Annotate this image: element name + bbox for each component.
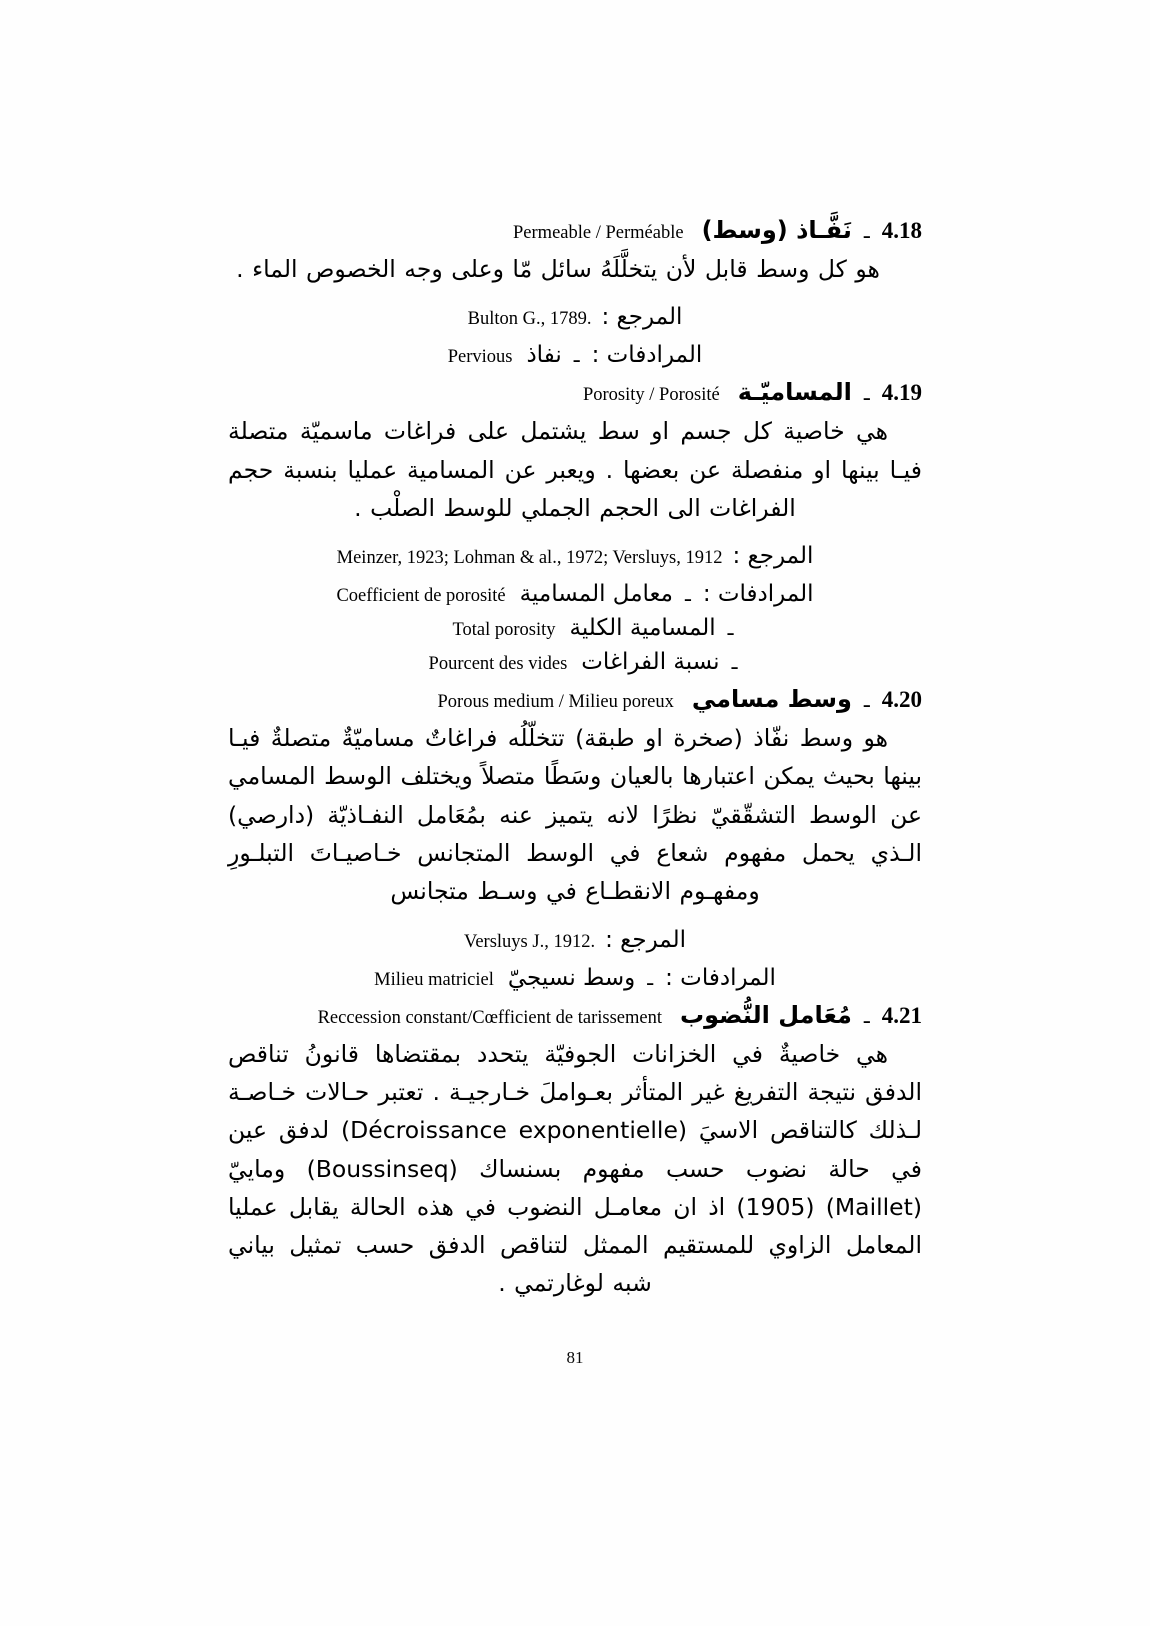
synonym-dash: ـ [684, 582, 691, 607]
synonym-arabic: نفاذ [526, 342, 562, 369]
entry-definition: هي خاصية كل جسم او سط يشتمل على فراغات ماسميّة متصلة فيـا بينها او منفصلة عن بعضها . ويعبر عن المسامية عمليا بنسبة حجم الفراغات الى الحجم الجملي للوسط الصلْب . [228, 417, 922, 522]
entry-heading [228, 378, 922, 406]
entry-term-foreign: Porosity / Porosité [582, 385, 720, 406]
glossary-entry-4-19 [228, 378, 922, 675]
synonym-dash: ـ [731, 650, 738, 675]
page-content [228, 216, 922, 1305]
synonym-arabic: معامل المسامية [519, 581, 673, 608]
entry-synonyms [228, 342, 922, 368]
synonym-foreign: Pourcent des vides [428, 654, 568, 675]
entry-dash: ـ [863, 1003, 870, 1028]
reference-value: Versluys J., 1912. [464, 931, 596, 952]
synonym-arabic: وسط نسيجيّ [507, 964, 636, 991]
glossary-entry-4-21 [228, 1001, 922, 1303]
synonym-foreign: Total porosity [452, 620, 556, 641]
entry-number: 4.18 [881, 218, 922, 243]
glossary-entry-4-18 [228, 216, 922, 368]
entry-term-arabic: وسط مسامي [691, 685, 852, 714]
entry-term-foreign: Porous medium / Milieu poreux [437, 692, 674, 713]
entry-number: 4.21 [881, 1002, 922, 1028]
entry-reference [228, 304, 922, 330]
synonym-foreign: Coefficient de porosité [336, 586, 506, 607]
entry-term-arabic: المساميّـة [737, 378, 852, 407]
entry-definition: هي خاصيةٌ في الخزانات الجوفيّة يتحدد بمقتضاها قانونُ تناقص الدفق نتيجة التفريغ غير المتأثر بعـواملَ خـارجيـة . تعتبر حـالات خـاصـة لـذلك كالتناقص الاسيَ (Décroissance exponentielle) لدفق عين في حالة نضوب حسب مفهوم بسنساك (Boussinseq) وماييّ (Maillet) (1905) اذ ان معامـل النضوب في هذه الحالة يقابل عمليا المعامل الزاوي للمستقيم الممثل لتناقص الدفق حسب تمثيل بياني شبه لوغارتمي . [228, 1039, 922, 1298]
synonym-dash: ـ [727, 616, 734, 641]
entry-synonyms [228, 965, 922, 991]
entry-dash: ـ [863, 219, 870, 243]
synonym-line [228, 649, 922, 675]
page-number: 81 [566, 1348, 584, 1367]
entry-definition: هو وسط نفّاذ (صخرة او طبقة) تتخلّلُه فراغاتٌ مساميّةٌ متصلةٌ فيـا بينها بحيث يمكن اعتبارها بالعيان وسَطًا متصلاً ويختلف الوسط المسامي عن الوسط التشقّقيّ نظرًا لانه يتميز عنه بمُعَامل النفـاذيّة (دارصي) الـذي يحمل مفهوم شعاع في الوسط المتجانس خـاصيـاتَ التبلـورِ ومفهـوم الانقطـاع في وسـط متجانس [228, 724, 922, 906]
entry-dash: ـ [863, 688, 870, 713]
entry-dash: ـ [863, 381, 870, 406]
reference-label: المرجع : [732, 543, 814, 570]
entry-number: 4.19 [881, 380, 922, 406]
synonym-line [228, 342, 922, 368]
entry-synonyms [228, 581, 922, 675]
synonym-line [228, 615, 922, 641]
entry-term-arabic: نَفَّـاذ (وسط) [701, 216, 852, 244]
entry-term-arabic: مُعَامل النُّضوب [679, 1000, 852, 1029]
entry-reference [228, 927, 922, 953]
entry-heading [228, 216, 922, 244]
reference-label: المرجع : [601, 304, 683, 331]
entry-number: 4.20 [881, 687, 922, 713]
synonym-line [228, 581, 922, 607]
synonym-arabic: المسامية الكلية [569, 615, 716, 642]
entry-term-foreign: Reccession constant/Cœfficient de tarissement [317, 1007, 662, 1028]
synonym-foreign: Milieu matriciel [374, 969, 494, 990]
glossary-entry-4-20 [228, 685, 922, 990]
synonym-line [228, 965, 922, 991]
entry-heading [228, 685, 922, 713]
entry-term-foreign: Permeable / Perméable [513, 223, 684, 243]
synonym-foreign: Pervious [447, 347, 513, 368]
reference-value: Bulton G., 1789. [467, 309, 592, 330]
synonyms-label: المرادفات : [591, 342, 703, 369]
synonyms-label: المرادفات : [702, 581, 814, 608]
synonym-dash: ـ [573, 343, 580, 368]
entry-definition: هو كل وسط قابل لأن يتخلَّلَهُ سائل مّا وعلى وجه الخصوص الماء . [236, 255, 880, 283]
entry-heading [228, 1001, 922, 1029]
synonym-dash: ـ [647, 965, 654, 990]
synonym-arabic: نسبة الفراغات [581, 649, 720, 676]
reference-label: المرجع : [605, 926, 686, 953]
reference-value: Meinzer, 1923; Lohman & al., 1972; Versluys, 1912 [336, 548, 723, 569]
synonyms-label: المرادفات : [665, 964, 776, 991]
entry-reference [228, 543, 922, 569]
